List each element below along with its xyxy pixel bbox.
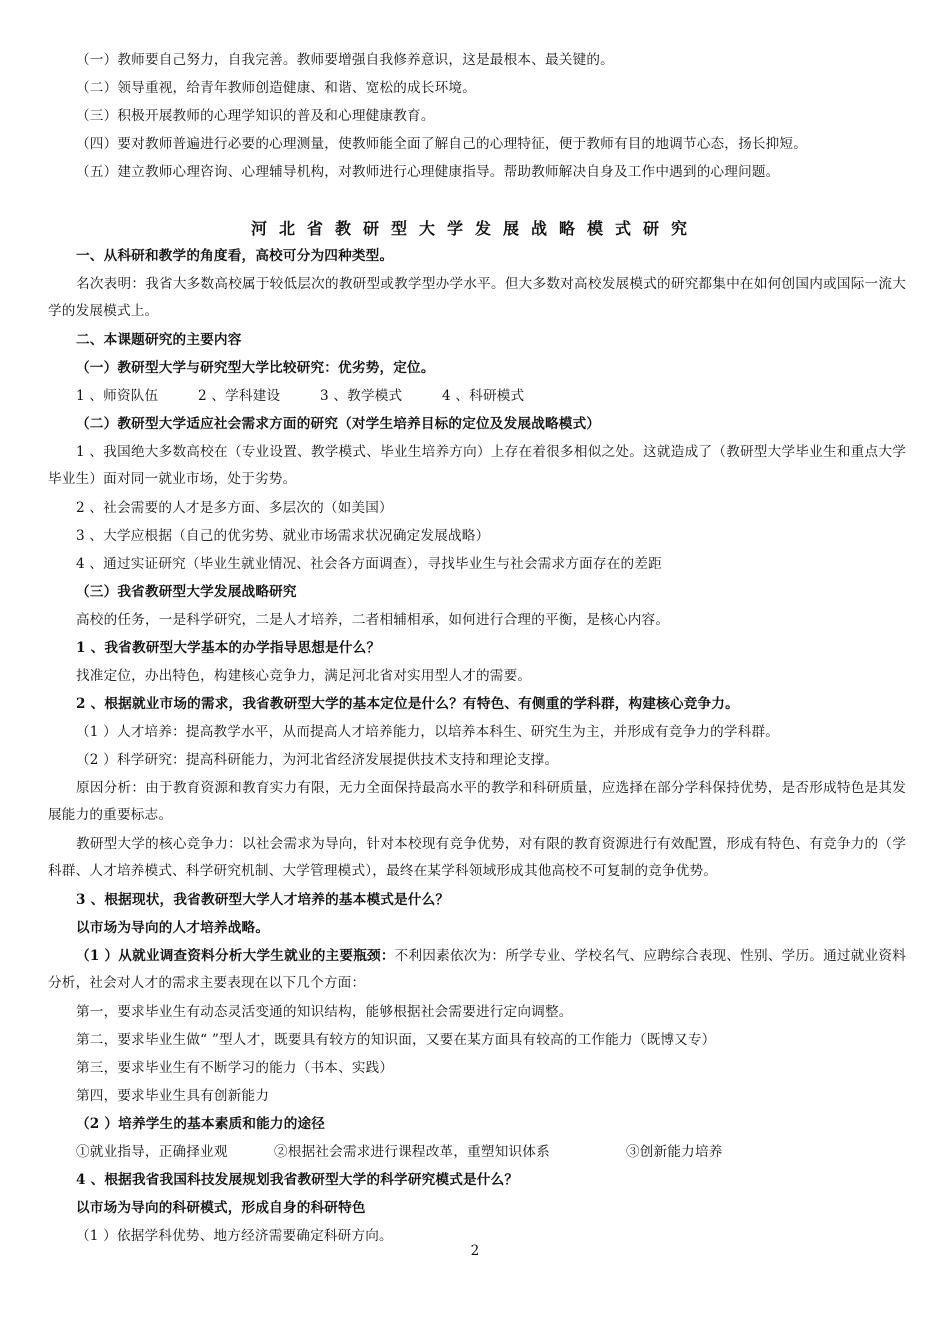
question-2: 2 、根据就业市场的需求，我省教研型大学的基本定位是什么？有特色、有侧重的学科群，构建核心竞争力。 xyxy=(76,696,739,712)
bottleneck-text: 不利因素依次为：所学专业、学校名气、应聘综合表现、性别、学历。通过就业资料分析，社会对人才的需求主要表现在以下几个方面： xyxy=(48,948,906,991)
subsection1-items xyxy=(76,383,906,410)
sub1-item: 3 、教学模式 xyxy=(320,388,403,404)
approach-item: ②根据社会需求进行课程改革，重塑知识体系 xyxy=(274,1144,550,1160)
intro-item-2: （二）领导重视，给青年教师创造健康、和谐、宽松的成长环境。 xyxy=(76,80,477,96)
subsection3-paragraph: 高校的任务，一是科学研究，二是人才培养，二者相辅相承，如何进行合理的平衡，是核心内容。 xyxy=(76,612,670,628)
page-number: 2 xyxy=(470,1243,480,1259)
subsection1-heading: （一）教研型大学与研究型大学比较研究：优劣势，定位。 xyxy=(76,360,435,376)
sub1-item: 1 、师资队伍 xyxy=(76,388,159,404)
intro-item-4: （四）要对教师普遍进行必要的心理测量，使教师能全面了解自己的心理特征，便于教师有目的地调节心态，扬长抑短。 xyxy=(76,136,808,152)
core-competence-paragraph: 教研型大学的核心竞争力：以社会需求为导向，针对本校现有竞争优势，对有限的教育资源进行有效配置，形成有特色、有竞争力的（学科群、人才培养模式、科学研究机制、大学管理模式），最终在某学科领域形成其他高校不可复制的竞争优势。 xyxy=(48,836,906,879)
requirement-3: 第三，要求毕业生有不断学习的能力（书本、实践） xyxy=(76,1060,394,1076)
document-title: 河北省教研型大学发展战略模式研究 xyxy=(250,219,699,238)
sub2-item-3: 3 、大学应根据（自己的优劣势、就业市场需求状况确定发展战略） xyxy=(76,528,490,544)
question-3: 3 、根据现状，我省教研型大学人才培养的基本模式是什么？ xyxy=(76,892,450,908)
sub1-item: 4 、科研模式 xyxy=(442,388,525,404)
requirement-4: 第四，要求毕业生具有创新能力 xyxy=(76,1088,270,1104)
approach-items xyxy=(76,1139,906,1166)
answer-3-heading: 以市场为导向的人才培养战略。 xyxy=(76,920,270,936)
question-4: 4 、根据我省我国科技发展规划我省教研型大学的科学研究模式是什么？ xyxy=(76,1172,519,1188)
approach-item: ①就业指导，正确择业观 xyxy=(76,1144,228,1160)
sub2-item-4: 4 、通过实证研究（毕业生就业情况、社会各方面调查），寻找毕业生与社会需求方面存在的差距 xyxy=(76,556,662,572)
answer-2-research: （2 ）科学研究：提高科研能力，为河北省经济发展提供技术支持和理论支撑。 xyxy=(76,752,559,768)
reason-paragraph: 原因分析：由于教育资源和教育实力有限，无力全面保持最高水平的教学和科研质量，应选择在部分学科保持优势，是否形成特色是其发展能力的重要标志。 xyxy=(48,780,906,823)
answer-4-item-1: （1 ）依据学科优势、地方经济需要确定科研方向。 xyxy=(76,1228,393,1244)
intro-item-3: （三）积极开展教师的心理学知识的普及和心理健康教育。 xyxy=(76,108,435,124)
answer-1: 找准定位，办出特色，构建核心竞争力，满足河北省对实用型人才的需要。 xyxy=(76,668,532,684)
requirement-1: 第一，要求毕业生有动态灵活变通的知识结构，能够根据社会需要进行定向调整。 xyxy=(76,1004,573,1020)
section1-heading: 一、从科研和教学的角度看，高校可分为四种类型。 xyxy=(76,248,394,264)
section2-heading: 二、本课题研究的主要内容 xyxy=(76,332,242,348)
requirement-2: 第二，要求毕业生做“ ”型人才，既要具有较方的知识面，又要在某方面具有较高的工作能力（既博又专） xyxy=(76,1032,716,1048)
section1-paragraph: 名次表明：我省大多数高校属于较低层次的教研型或教学型办学水平。但大多数对高校发展模式的研究都集中在如何创国内或国际一流大学的发展模式上。 xyxy=(48,276,906,319)
intro-item-5: （五）建立教师心理咨询、心理辅导机构，对教师进行心理健康指导。帮助教师解决自身及工作中遇到的心理问题。 xyxy=(76,164,780,180)
answer-2-talent: （1 ）人才培养：提高教学水平，从而提高人才培养能力，以培养本科生、研究生为主，并形成有竞争力的学科群。 xyxy=(76,724,780,740)
subsection3-heading: （三）我省教研型大学发展战略研究 xyxy=(76,584,297,600)
subsection2-heading: （二）教研型大学适应社会需求方面的研究（对学生培养目标的定位及发展战略模式） xyxy=(76,416,601,432)
answer-3-bottleneck xyxy=(48,943,906,997)
sub1-item: 2 、学科建设 xyxy=(198,388,281,404)
approach-item: ③创新能力培养 xyxy=(626,1144,723,1160)
answer-4-heading: 以市场为导向的科研模式，形成自身的科研特色 xyxy=(76,1200,366,1216)
question-1: 1 、我省教研型大学基本的办学指导思想是什么？ xyxy=(76,640,381,656)
intro-item-1: （一）教师要自己努力，自我完善。教师要增强自我修养意识，这是最根本、最关键的。 xyxy=(76,52,614,68)
sub2-item-1: 1 、我国绝大多数高校在（专业设置、教学模式、毕业生培养方向）上存在着很多相似之处。这就造成了（教研型大学毕业生和重点大学毕业生）面对同一就业市场，处于劣势。 xyxy=(48,444,906,487)
bottleneck-label: （1 ）从就业调查资料分析大学生就业的主要瓶颈： xyxy=(76,948,395,964)
answer-3-approach-heading: （2 ）培养学生的基本素质和能力的途径 xyxy=(76,1116,326,1132)
sub2-item-2: 2 、社会需要的人才是多方面、多层次的（如美国） xyxy=(76,500,393,516)
